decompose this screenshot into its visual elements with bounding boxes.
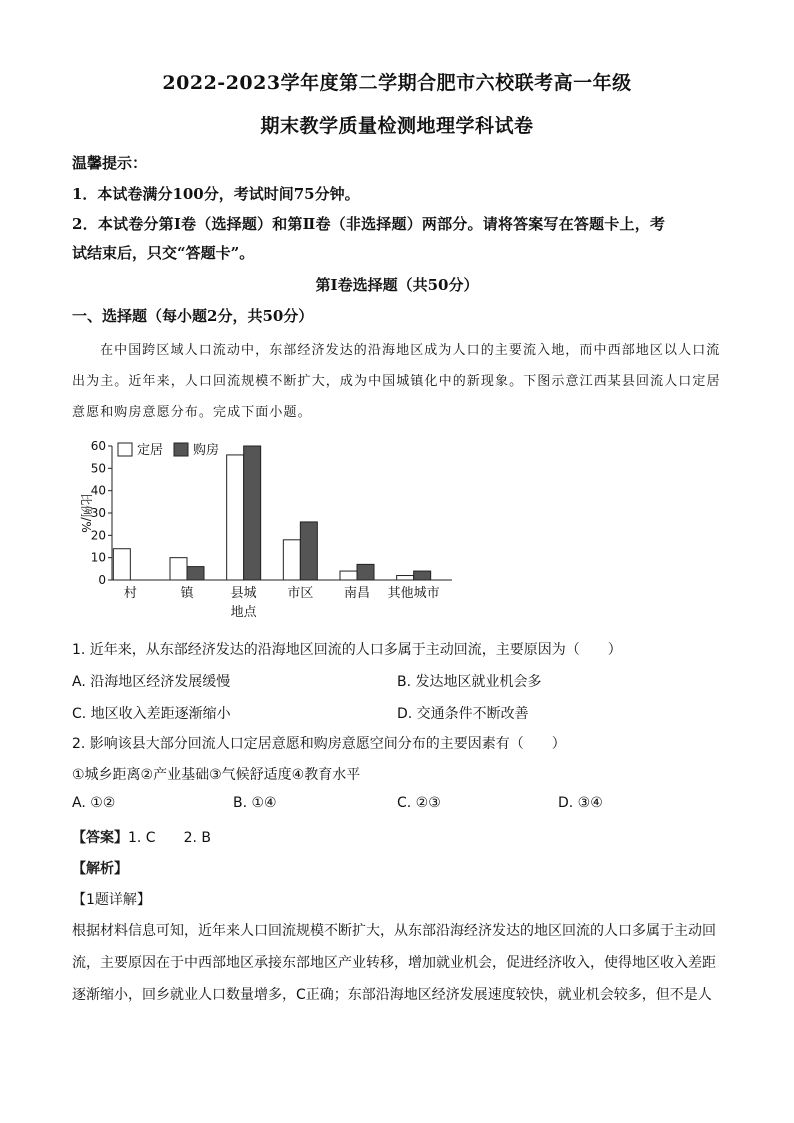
material-line-3: 意愿和购房意愿分布。完成下面小题。: [72, 405, 312, 420]
analysis-tag: 【解析】: [72, 861, 128, 877]
legend-swatch-购房: [174, 443, 188, 456]
question-1-option-d: D. 交通条件不断改善: [397, 706, 529, 722]
x-tick-label: 县城: [230, 586, 257, 601]
y-axis-label: 比例/%: [79, 493, 93, 533]
return-population-bar-chart: [68, 436, 468, 626]
x-tick-label: 镇: [180, 586, 194, 601]
x-axis-label: 地点: [230, 605, 257, 620]
answer-line: [72, 827, 211, 847]
detail-line-3: 逐渐缩小，回乡就业人口数量增多，C正确；东部沿海地区经济发展速度较快，就业机会较多，但不是人: [72, 987, 712, 1003]
bar-定居-镇: [170, 558, 187, 580]
material-line-2: 出为主。近年来，人口回流规模不断扩大，成为中国城镇化中的新现象。下图示意江西某县回流人口定居: [72, 374, 721, 389]
answer-values: 1. C 2. B: [128, 830, 211, 846]
question-1-option-a: A. 沿海地区经济发展缓慢: [72, 674, 231, 690]
question-2-option-a: A. ①②: [72, 795, 116, 811]
question-2-stem: 2. 影响该县大部分回流人口定居意愿和购房意愿空间分布的主要因素有（ ）: [72, 736, 566, 752]
notice-heading: 温馨提示：: [72, 154, 148, 172]
answer-tag: 【答案】: [72, 830, 128, 846]
y-tick-label: 30: [90, 506, 106, 520]
bar-购房-县城: [244, 446, 261, 580]
question-2-option-c: C. ②③: [397, 795, 441, 811]
notice-item-1: 1．本试卷满分100分，考试时间75分钟。: [72, 185, 360, 203]
question-2-factors: ①城乡距离②产业基础③气候舒适度④教育水平: [72, 767, 361, 783]
volume-title: 第Ⅰ卷选择题（共50分）: [315, 276, 479, 294]
notice-item-2: 2．本试卷分第Ⅰ卷（选择题）和第Ⅱ卷（非选择题）两部分。请将答案写在答题卡上，考: [72, 215, 666, 233]
y-tick-label: 60: [90, 439, 106, 453]
legend-swatch-定居: [118, 443, 132, 456]
material-line-1: 在中国跨区域人口流动中，东部经济发达的沿海地区成为人口的主要流入地，而中西部地区以人口流: [100, 343, 721, 358]
question-1-option-c: C. 地区收入差距逐渐缩小: [72, 706, 231, 722]
bar-购房-其他城市: [414, 571, 431, 580]
x-tick-label: 其他城市: [387, 586, 440, 601]
y-tick-label: 10: [90, 550, 106, 565]
bar-购房-南昌: [357, 564, 374, 580]
notice-item-2-cont: 试结束后，只交“答题卡”。: [72, 244, 255, 262]
x-tick-label: 村: [123, 586, 137, 601]
part-title: 一、选择题（每小题2分，共50分）: [72, 307, 314, 325]
question-1-stem: 1. 近年来，从东部经济发达的沿海地区回流的人口多属于主动回流，主要原因为（ ）: [72, 642, 622, 658]
exam-title-line1: 2022-2023学年度第二学期合肥市六校联考高一年级: [162, 72, 632, 94]
exam-title-line2: 期末教学质量检测地理学科试卷: [260, 115, 534, 137]
y-tick-label: 20: [90, 528, 106, 543]
x-tick-label: 南昌: [343, 586, 371, 601]
bar-定居-村: [113, 549, 130, 580]
question-2-option-b: B. ①④: [233, 795, 277, 811]
question-2-option-d: D. ③④: [558, 795, 603, 811]
bar-定居-其他城市: [397, 576, 414, 580]
legend-label-定居: 定居: [137, 443, 164, 458]
detail-tag: 【1题详解】: [72, 892, 151, 908]
detail-line-2: 流，主要原因在于中西部地区承接东部地区产业转移，增加就业机会，促进经济收入，使得地区收入差距: [72, 955, 716, 971]
y-tick-label: 50: [90, 461, 106, 476]
y-tick-label: 0: [98, 573, 106, 587]
bar-定居-南昌: [340, 571, 357, 580]
legend-label-购房: 购房: [193, 443, 220, 458]
bar-定居-县城: [227, 455, 244, 580]
bar-购房-市区: [300, 522, 317, 580]
y-tick-label: 40: [90, 483, 106, 498]
question-1-option-b: B. 发达地区就业机会多: [397, 674, 542, 690]
detail-line-1: 根据材料信息可知，近年来人口回流规模不断扩大，从东部沿海经济发达的地区回流的人口多属于主动回: [72, 923, 716, 939]
x-tick-label: 市区: [287, 586, 314, 601]
bar-定居-市区: [283, 540, 300, 580]
bar-购房-镇: [187, 567, 204, 580]
